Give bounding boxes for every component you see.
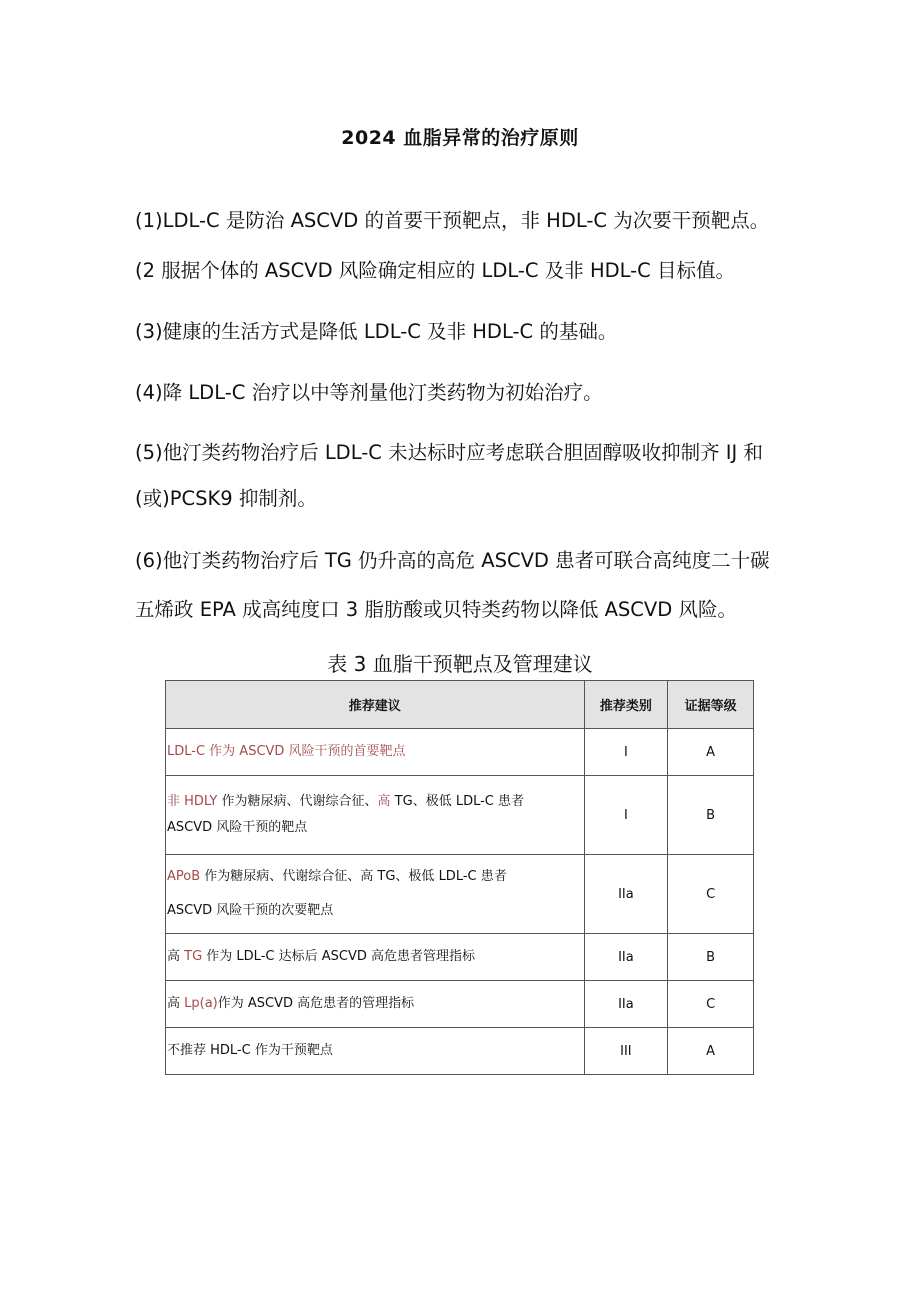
evidence-cell: C (668, 981, 754, 1028)
principle-6-line-2: 五烯政 EPA 成高纯度口 3 脂肪酸或贝特类药物以降低 ASCVD 风险。 (135, 598, 737, 621)
recommendation-text: 作为 LDL-C 达标后 ASCVD 高危患者管理指标 (202, 949, 475, 964)
recommendation-cell (166, 981, 585, 1028)
principle-6-line-1: (6)他汀类药物治疗后 TG 仍升高的高危 ASCVD 患者可联合高纯度二十碳 (135, 549, 770, 572)
category-cell: I (584, 776, 668, 855)
header-recommendation: 推荐建议 (166, 681, 585, 729)
recommendation-text: 高 (167, 949, 185, 964)
recommendation-text: 作为 ASCVD 高危患者的管理指标 (217, 996, 415, 1011)
recommendation-text: 高 (167, 996, 185, 1011)
table-row (166, 855, 754, 934)
category-cell: IIa (584, 855, 668, 934)
recommendation-text-highlight: TG (184, 949, 203, 964)
evidence-cell: B (668, 934, 754, 981)
principle-3: (3)健康的生活方式是降低 LDL-C 及非 HDL-C 的基础。 (135, 320, 618, 343)
recommendation-text: 作为糖尿病、代谢综合征、高 TG、极低 LDL-C 患者 (200, 869, 507, 884)
page-title: 2024 血脂异常的治疗原则 (341, 127, 579, 149)
recommendation-cell (166, 855, 585, 934)
recommendation-text: ASCVD 风险干预的次要靶点 (167, 903, 334, 918)
recommendation-cell (166, 1028, 585, 1075)
recommendation-text-highlight: 高 (377, 794, 391, 809)
recommendation-cell (166, 776, 585, 855)
principle-1: (1)LDL-C 是防治 ASCVD 的首要干预靶点，非 HDL-C 为次要干预靶点。 (135, 209, 770, 232)
principle-4: (4)降 LDL-C 治疗以中等剂量他汀类药物为初始治疗。 (135, 381, 603, 404)
table-row (166, 776, 754, 855)
recommendation-table (165, 680, 754, 1075)
evidence-cell: C (668, 855, 754, 934)
recommendation-text-highlight: APoB (167, 869, 201, 884)
evidence-cell: A (668, 729, 754, 776)
principle-5-line-2: (或)PCSK9 抑制剂。 (135, 487, 317, 510)
table-row (166, 934, 754, 981)
table-caption: 表 3 血脂干预靶点及管理建议 (327, 652, 593, 676)
recommendation-text: 不推荐 HDL-C 作为干预靶点 (167, 1043, 333, 1058)
category-cell: IIa (584, 934, 668, 981)
recommendation-text: 作为糖尿病、代谢综合征、 (217, 794, 378, 809)
table-row (166, 729, 754, 776)
recommendation-text: ASCVD 风险干预的靶点 (167, 820, 308, 835)
recommendation-text: LDL-C 作为 ASCVD 风险干预的首要靶点 (167, 744, 406, 759)
table-row (166, 1028, 754, 1075)
category-cell: IIa (584, 981, 668, 1028)
principle-5-line-1: (5)他汀类药物治疗后 LDL-C 未达标时应考虑联合胆固醇吸收抑制齐 IJ 和 (135, 441, 763, 464)
table-header-row (166, 681, 754, 729)
recommendation-cell (166, 934, 585, 981)
recommendation-text-highlight: 非 HDLY (167, 794, 218, 809)
recommendation-cell (166, 729, 585, 776)
principle-2: (2 服据个体的 ASCVD 风险确定相应的 LDL-C 及非 HDL-C 目标值。 (135, 259, 735, 282)
table-row (166, 981, 754, 1028)
recommendation-text-highlight: Lp(a) (184, 996, 218, 1011)
header-category: 推荐类别 (584, 681, 668, 729)
evidence-cell: B (668, 776, 754, 855)
evidence-cell: A (668, 1028, 754, 1075)
category-cell: I (584, 729, 668, 776)
recommendation-text: TG、极低 LDL-C 患者 (390, 794, 524, 809)
header-evidence: 证据等级 (668, 681, 754, 729)
category-cell: III (584, 1028, 668, 1075)
